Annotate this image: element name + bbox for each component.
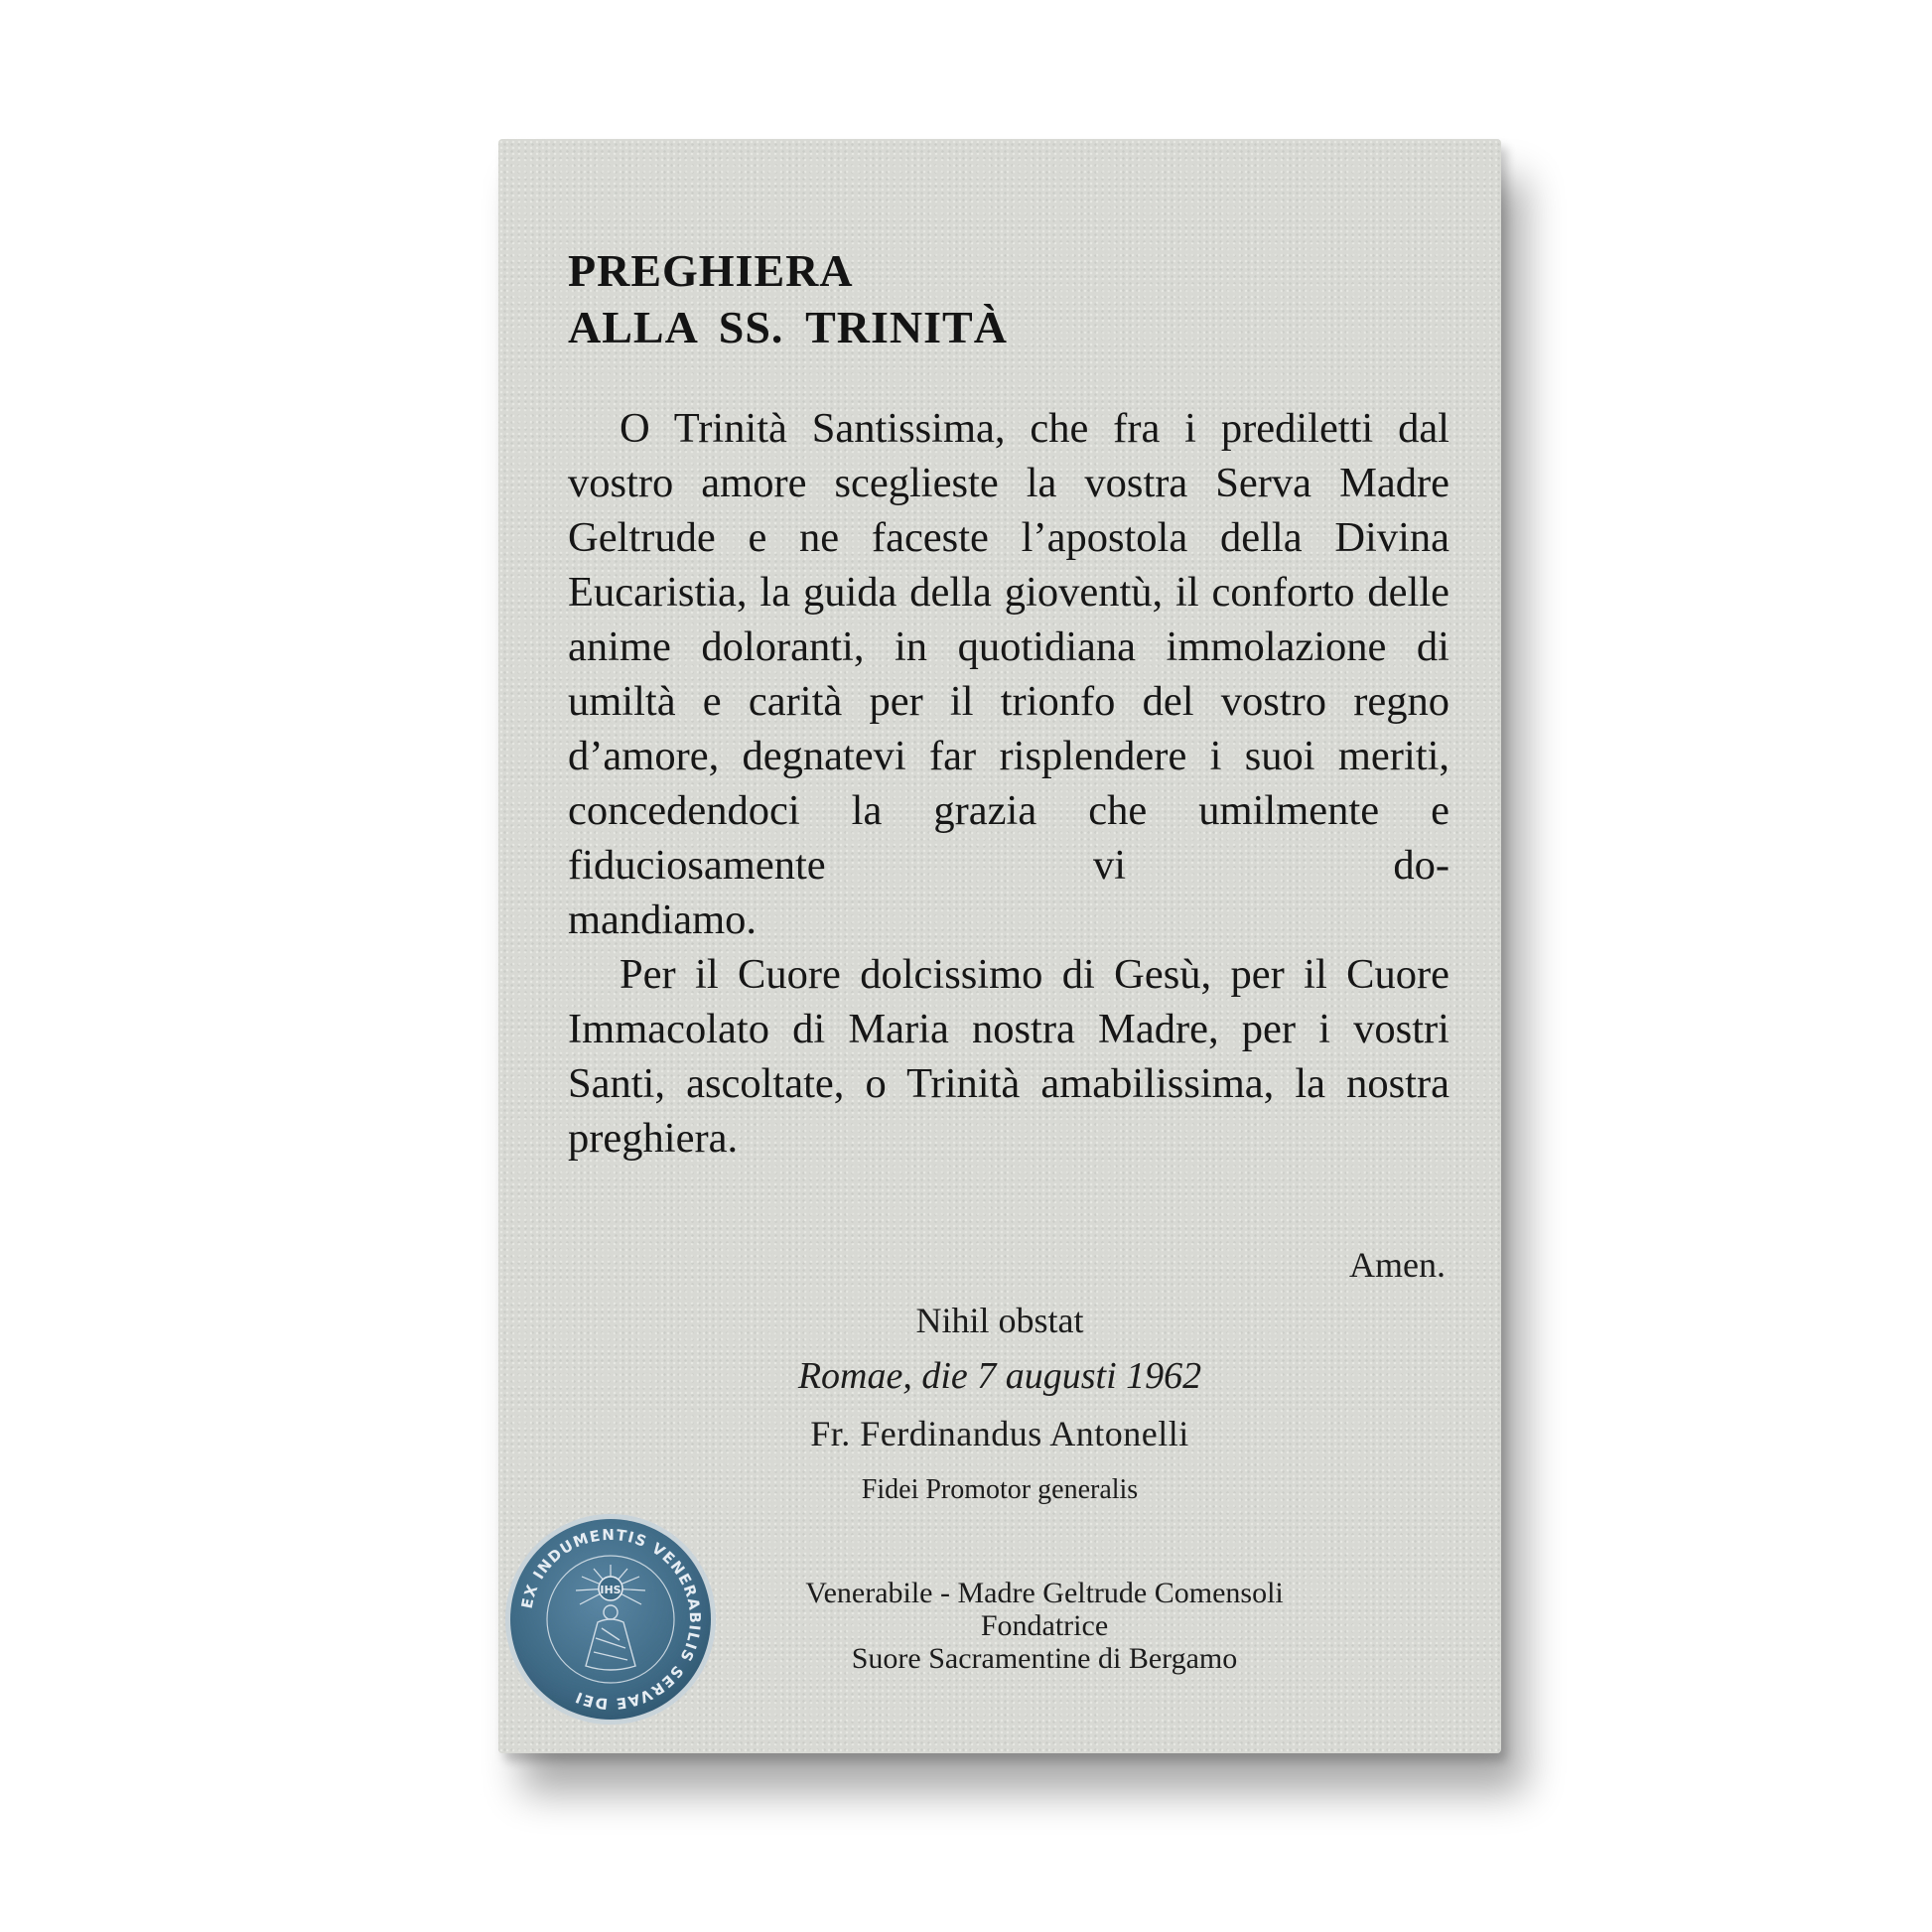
ihs-monogram: IHS — [600, 1584, 621, 1596]
footer-line-3: Suore Sacramentine di Bergamo — [851, 1642, 1238, 1675]
prayer-paragraph-2: Per il Cuore dolcissimo di Gesù, per il Cuore Immacolato di Maria nostra Madre, per i vostri Santi, ascoltate, o Trinità amabilissima, la nostra preghiera. — [568, 951, 1449, 1162]
prayer-paragraph-1 — [568, 401, 1449, 893]
title-line-2: ALLA SS. TRINITÀ — [568, 302, 1008, 352]
relic-seal-graphic — [502, 1511, 719, 1727]
footer-line-2: Fondatrice — [980, 1609, 1109, 1642]
card-footer — [717, 1577, 1372, 1675]
title-line-1: PREGHIERA — [568, 245, 854, 296]
amen-text: Amen. — [1349, 1245, 1446, 1285]
prayer-paragraph-1-end: mandiamo. — [568, 897, 758, 943]
nihil-obstat: Nihil obstat — [915, 1301, 1084, 1340]
prayer-card — [498, 139, 1501, 1753]
seal-inscription: EX INDUMENTIS VENERABILIS SERVAE DEI — [517, 1525, 705, 1714]
relic-seal — [502, 1511, 719, 1727]
footer-line-1: Venerabile - Madre Geltrude Comensoli — [805, 1577, 1284, 1609]
prayer-text — [568, 401, 1449, 1166]
approval-date: Romae, die 7 augusti 1962 — [797, 1355, 1202, 1397]
approval-signatory-role: Fidei Promotor generalis — [861, 1474, 1139, 1505]
card-title — [568, 242, 1008, 355]
prayer-paragraph-1-body: O Trinità Santissima, che fra i prediletti dal vostro amore sceglieste la vostra Serva Madre Geltrude e ne faceste l’apostola della Divina Eucaristia, la guida della gioventù, il conforto delle anime doloranti, in quotidiana immolazione di umiltà e carità per il trionfo del vostro regno d’amore, degnatevi far risplendere i suoi meriti, concedendoci la grazia che umilmente e fiduciosamente vi do- — [568, 405, 1449, 889]
approval-signatory: Fr. Ferdinandus Antonelli — [810, 1414, 1189, 1453]
